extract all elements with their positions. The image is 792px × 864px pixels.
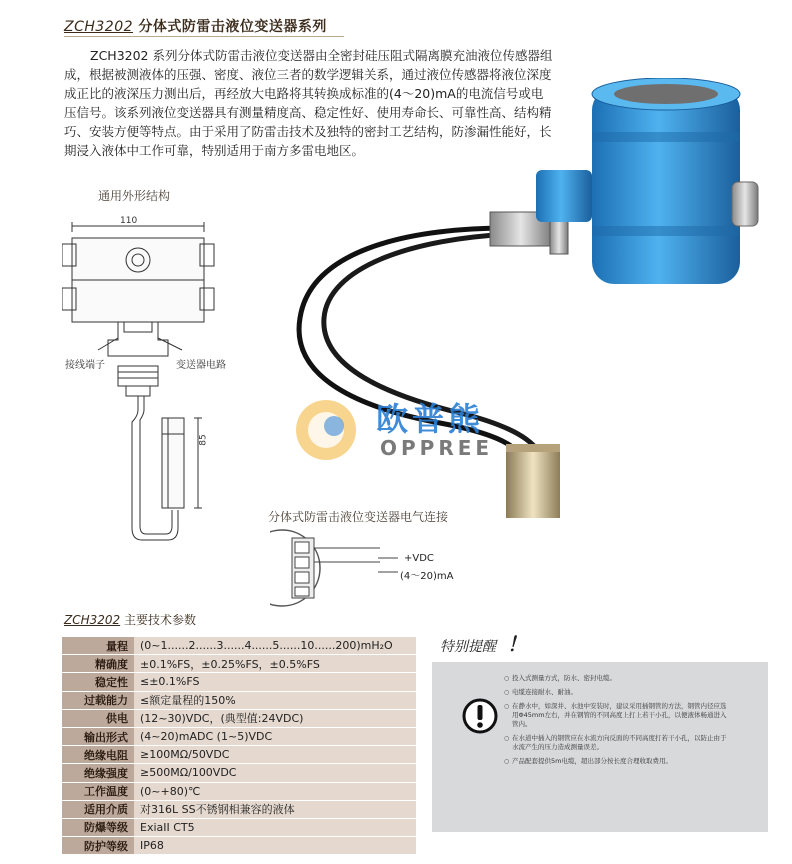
title-divider xyxy=(64,36,344,37)
label-vdc: +VDC xyxy=(404,553,434,564)
table-row xyxy=(62,818,416,836)
spec-value: 对316L SS不锈钢相兼容的液体 xyxy=(134,800,416,818)
spec-value: IP68 xyxy=(134,837,416,855)
spec-key: 过载能力 xyxy=(62,691,134,709)
list-item: ○ 投入式测量方式，防水、密封电缆。 xyxy=(504,674,729,683)
spec-key: 量程 xyxy=(62,637,134,655)
spec-key: 稳定性 xyxy=(62,673,134,691)
table-row xyxy=(62,637,416,655)
list-item: ○ 在水道中插入的钢管应在水流方向反面的不同高度打若干小孔，以防止由于水流产生的压力造成测量误差。 xyxy=(504,734,729,752)
list-item: ○ 电缆连接耐水、耐油。 xyxy=(504,688,729,697)
spec-key: 工作温度 xyxy=(62,782,134,800)
brand-logo-cn: 欧普熊 xyxy=(376,400,485,438)
table-row xyxy=(62,800,416,818)
table-row xyxy=(62,746,416,764)
outline-section-title: 通用外形结构 xyxy=(98,189,171,203)
title-code: ZCH3202 xyxy=(64,19,134,35)
electrical-section-title: 分体式防雷击液位变送器电气连接 xyxy=(268,510,449,524)
list-item: ○ 在静水中，如深井、水池中安装时，建议采用插钢管的方法，钢管内径应选用Φ45mm左右，并在钢管的不同高度上打上若干小孔，以便液体畅通进入管内。 xyxy=(504,702,729,729)
dimension-width: 110 xyxy=(120,216,138,226)
notice-title: 特别提醒 xyxy=(440,639,496,655)
spec-section-title xyxy=(64,611,196,628)
table-row xyxy=(62,655,416,673)
spec-key: 输出形式 xyxy=(62,727,134,745)
list-item: ○ 产品配套提供5m电缆，超出部分按长度合理收取费用。 xyxy=(504,757,729,766)
title-text: 分体式防雷击液位变送器系列 xyxy=(138,19,327,35)
spec-value: (4~20)mADC (1~5)VDC xyxy=(134,727,416,745)
spec-code: ZCH3202 xyxy=(64,613,121,627)
intro-paragraph: ZCH3202 系列分体式防雷击液位变送器由全密封硅压阻式隔离膜充油液位传感器组成，根据被测液体的压强、密度、液位三者的数学逻辑关系，通过液位传感器将液位深度成正比的液深压力测出后，再经放大电路将其转换成标准的(4～20)mA的电流信号或电压信号。该系列液位变送器具有测量精度高、稳定性好、使用寿命长、可靠性高、结构精巧、安装方便等特点。由于采用了防雷击技术及独特的密封工艺结构，防渗漏性能好，长期浸入液体中工作可靠，特别适用于南方多雷电地区。 xyxy=(64,48,553,158)
label-terminal: 接线端子 xyxy=(65,360,105,371)
spec-key: 适用介质 xyxy=(62,800,134,818)
notice-exclamation: ！ xyxy=(507,632,527,656)
spec-key: 防爆等级 xyxy=(62,818,134,836)
brand-logo-icon xyxy=(290,396,370,466)
table-row xyxy=(62,691,416,709)
table-row xyxy=(62,673,416,691)
spec-table xyxy=(62,637,416,855)
warning-icon xyxy=(462,698,498,734)
page-title xyxy=(64,16,327,36)
spec-value: (0~+80)℃ xyxy=(134,782,416,800)
table-row xyxy=(62,727,416,745)
table-row xyxy=(62,709,416,727)
table-row xyxy=(62,837,416,855)
label-current-output: (4～20)mA xyxy=(400,571,454,582)
spec-key: 供电 xyxy=(62,709,134,727)
brand-logo-en: OPPREE xyxy=(380,436,494,460)
spec-value: (0~1......2......3......4......5......10......200)mH₂O xyxy=(134,637,416,655)
table-row xyxy=(62,782,416,800)
wiring-diagram xyxy=(270,528,410,608)
spec-value: ExiaII CT5 xyxy=(134,818,416,836)
spec-value: ≤额定量程的150% xyxy=(134,691,416,709)
spec-title-text: 主要技术参数 xyxy=(120,613,196,627)
outline-drawing xyxy=(62,210,242,590)
spec-key: 绝缘电阻 xyxy=(62,746,134,764)
notice-list xyxy=(504,674,729,771)
spec-value: ≤±0.1%FS xyxy=(134,673,416,691)
dimension-height: 85 xyxy=(198,434,209,446)
spec-key: 绝缘强度 xyxy=(62,764,134,782)
table-row xyxy=(62,764,416,782)
spec-value: ±0.1%FS，±0.25%FS，±0.5%FS xyxy=(134,655,416,673)
spec-value: (12~30)VDC，(典型值:24VDC) xyxy=(134,709,416,727)
spec-value: ≥100MΩ/50VDC xyxy=(134,746,416,764)
spec-value: ≥500MΩ/100VDC xyxy=(134,764,416,782)
label-circuit: 变送器电路 xyxy=(176,360,226,371)
spec-key: 防护等级 xyxy=(62,837,134,855)
spec-key: 精确度 xyxy=(62,655,134,673)
